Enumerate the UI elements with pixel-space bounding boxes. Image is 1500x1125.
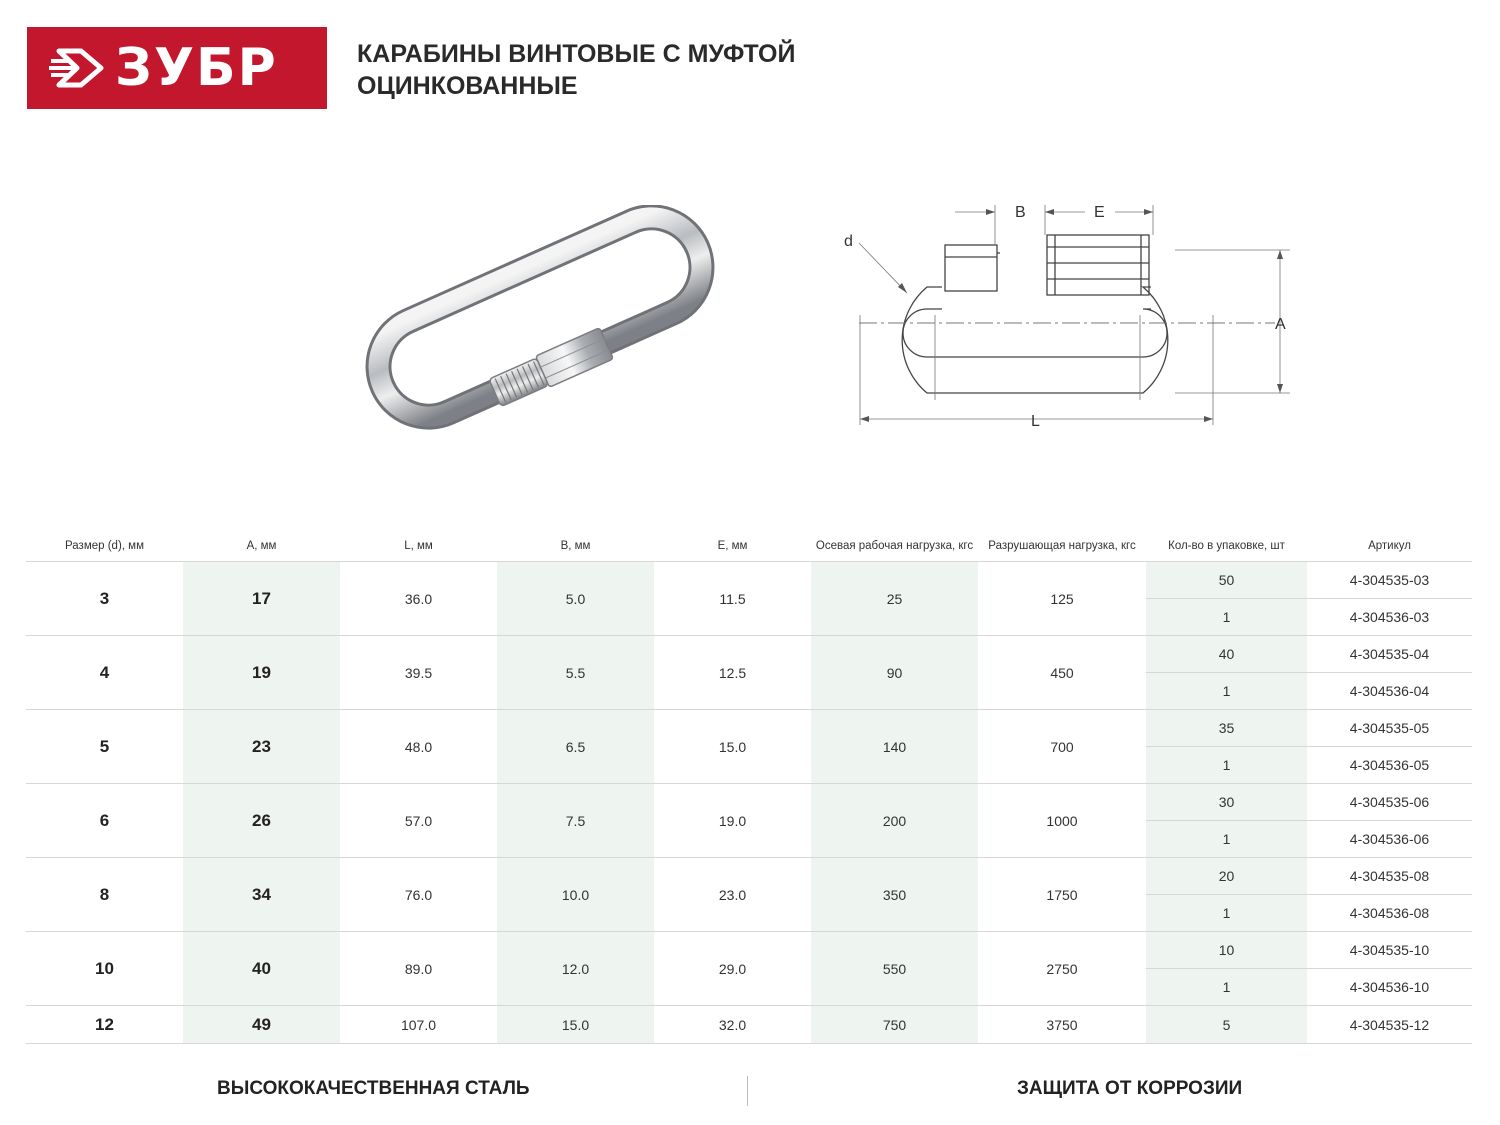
cell-qty: 1	[1146, 969, 1307, 1006]
table-header-row	[26, 530, 1472, 562]
cell-a: 19	[183, 636, 340, 710]
cell-article: 4-304535-03	[1307, 562, 1472, 599]
cell-qty: 1	[1146, 599, 1307, 636]
header-size: Размер (d), мм	[65, 539, 144, 552]
cell-l: 57.0	[340, 784, 497, 858]
cell-l: 39.5	[340, 636, 497, 710]
cell-e: 19.0	[654, 784, 811, 858]
cell-size: 6	[26, 784, 183, 858]
label-d: d	[844, 233, 853, 250]
label-e: E	[1094, 204, 1105, 221]
header-article: Артикул	[1368, 539, 1411, 552]
header-b: В, мм	[560, 539, 591, 552]
cell-work-load: 25	[811, 562, 978, 636]
cell-b: 12.0	[497, 932, 654, 1006]
cell-e: 11.5	[654, 562, 811, 636]
table-row	[26, 710, 1472, 747]
cell-l: 76.0	[340, 858, 497, 932]
cell-size: 3	[26, 562, 183, 636]
cell-qty: 35	[1146, 710, 1307, 747]
cell-size: 12	[26, 1006, 183, 1044]
cell-work-load: 550	[811, 932, 978, 1006]
cell-e: 15.0	[654, 710, 811, 784]
cell-work-load: 750	[811, 1006, 978, 1044]
cell-b: 7.5	[497, 784, 654, 858]
label-a: A	[1275, 316, 1286, 333]
cell-size: 4	[26, 636, 183, 710]
feature-corrosion: ЗАЩИТА ОТ КОРРОЗИИ	[1017, 1078, 1243, 1099]
cell-qty: 5	[1146, 1006, 1307, 1044]
cell-article: 4-304535-12	[1307, 1006, 1472, 1044]
cell-break-load: 1000	[978, 784, 1146, 858]
dimension-drawing	[835, 195, 1295, 440]
cell-a: 49	[183, 1006, 340, 1044]
header-break-load: Разрушающая нагрузка, кгс	[988, 539, 1136, 552]
brand-logo	[27, 27, 327, 109]
table-row	[26, 1006, 1472, 1044]
table-row	[26, 562, 1472, 599]
cell-article: 4-304536-04	[1307, 673, 1472, 710]
title-line-2: ОЦИНКОВАННЫЕ	[357, 72, 578, 100]
cell-e: 29.0	[654, 932, 811, 1006]
table-row	[26, 932, 1472, 969]
cell-b: 10.0	[497, 858, 654, 932]
feature-divider	[747, 1076, 748, 1106]
header-work-load: Осевая рабочая нагрузка, кгс	[815, 539, 974, 552]
cell-article: 4-304535-08	[1307, 858, 1472, 895]
cell-a: 26	[183, 784, 340, 858]
cell-qty: 40	[1146, 636, 1307, 673]
cell-article: 4-304536-06	[1307, 821, 1472, 858]
cell-size: 10	[26, 932, 183, 1006]
cell-break-load: 3750	[978, 1006, 1146, 1044]
brand-name: ЗУБР	[115, 38, 278, 98]
title-line-1: КАРАБИНЫ ВИНТОВЫЕ С МУФТОЙ	[357, 40, 796, 68]
cell-l: 89.0	[340, 932, 497, 1006]
cell-article: 4-304535-06	[1307, 784, 1472, 821]
cell-article: 4-304536-08	[1307, 895, 1472, 932]
specs-table	[26, 530, 1472, 1044]
label-l: L	[1031, 413, 1040, 430]
cell-work-load: 140	[811, 710, 978, 784]
cell-a: 17	[183, 562, 340, 636]
cell-article: 4-304536-10	[1307, 969, 1472, 1006]
cell-qty: 1	[1146, 747, 1307, 784]
header-qty: Кол-во в упаковке, шт	[1168, 539, 1285, 552]
cell-l: 36.0	[340, 562, 497, 636]
cell-qty: 1	[1146, 673, 1307, 710]
cell-article: 4-304535-05	[1307, 710, 1472, 747]
cell-l: 107.0	[340, 1006, 497, 1044]
cell-break-load: 2750	[978, 932, 1146, 1006]
table-row	[26, 784, 1472, 821]
page-title	[357, 38, 795, 102]
cell-qty: 10	[1146, 932, 1307, 969]
cell-b: 15.0	[497, 1006, 654, 1044]
cell-qty: 50	[1146, 562, 1307, 599]
cell-a: 23	[183, 710, 340, 784]
table-row	[26, 858, 1472, 895]
cell-qty: 1	[1146, 895, 1307, 932]
cell-qty: 1	[1146, 821, 1307, 858]
cell-b: 6.5	[497, 710, 654, 784]
cell-break-load: 1750	[978, 858, 1146, 932]
cell-article: 4-304536-03	[1307, 599, 1472, 636]
cell-break-load: 700	[978, 710, 1146, 784]
cell-size: 5	[26, 710, 183, 784]
cell-e: 23.0	[654, 858, 811, 932]
header-a: А, мм	[246, 539, 277, 552]
cell-article: 4-304535-10	[1307, 932, 1472, 969]
label-b: B	[1015, 204, 1026, 221]
header-e: Е, мм	[717, 539, 748, 552]
carabiner-photo	[350, 205, 730, 430]
cell-l: 48.0	[340, 710, 497, 784]
cell-break-load: 125	[978, 562, 1146, 636]
cell-b: 5.0	[497, 562, 654, 636]
table-row	[26, 636, 1472, 673]
cell-qty: 30	[1146, 784, 1307, 821]
feature-steel: ВЫСОКОКАЧЕСТВЕННАЯ СТАЛЬ	[217, 1078, 530, 1099]
cell-work-load: 90	[811, 636, 978, 710]
cell-article: 4-304536-05	[1307, 747, 1472, 784]
cell-article: 4-304535-04	[1307, 636, 1472, 673]
cell-size: 8	[26, 858, 183, 932]
cell-qty: 20	[1146, 858, 1307, 895]
cell-work-load: 200	[811, 784, 978, 858]
cell-a: 40	[183, 932, 340, 1006]
cell-a: 34	[183, 858, 340, 932]
cell-e: 32.0	[654, 1006, 811, 1044]
brand-emblem-icon	[47, 43, 107, 93]
cell-b: 5.5	[497, 636, 654, 710]
cell-e: 12.5	[654, 636, 811, 710]
cell-break-load: 450	[978, 636, 1146, 710]
cell-work-load: 350	[811, 858, 978, 932]
header-l: L, мм	[404, 539, 433, 552]
